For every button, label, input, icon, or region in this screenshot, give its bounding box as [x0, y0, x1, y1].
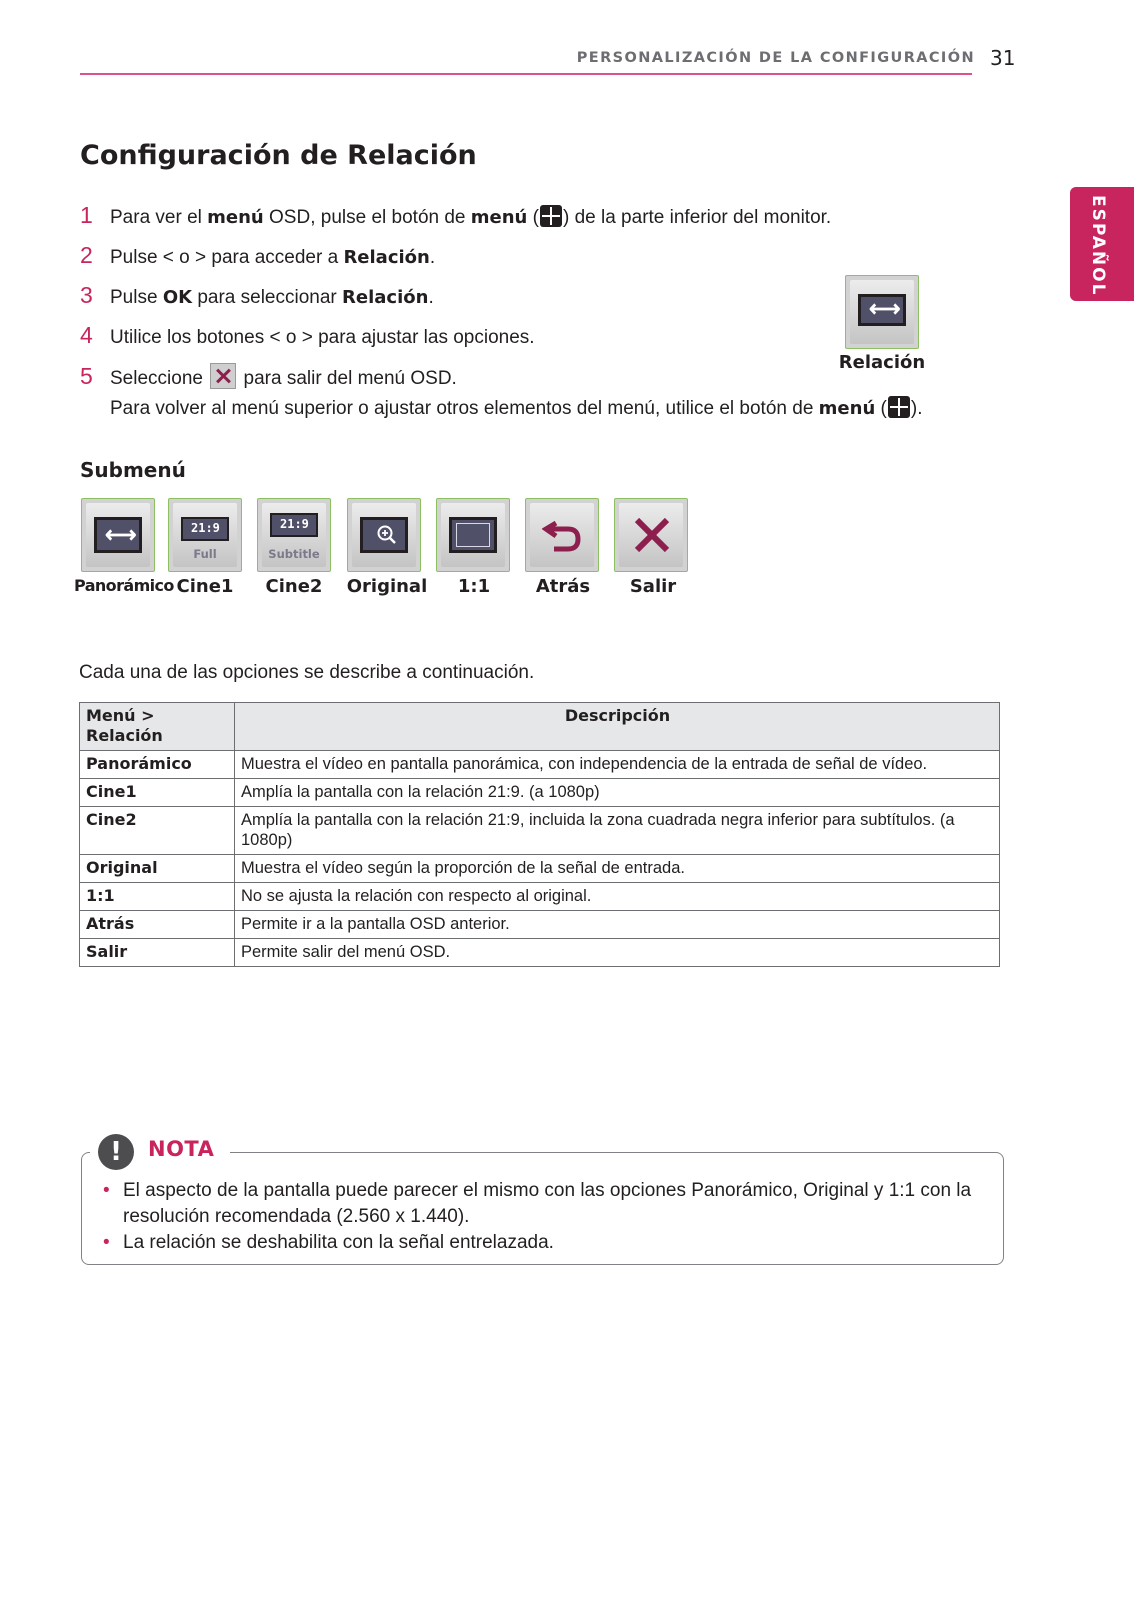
ratio-menu-icon[interactable]: [845, 275, 919, 349]
step-text-part: OSD, pulse el botón de: [263, 207, 471, 228]
follow-up-part: ).: [910, 398, 923, 419]
step-text: Utilice los botones < o > para ajustar las opciones.: [110, 327, 535, 348]
bold-term: menú: [207, 207, 264, 228]
wide-arrow-icon: ⟷: [105, 522, 137, 547]
row-option: Cine2: [80, 807, 235, 855]
table-header-row: [80, 703, 1000, 751]
follow-up-part: Para volver al menú superior o ajustar otros elementos del menú, utilice el botón de: [110, 398, 819, 419]
close-icon: [633, 516, 671, 554]
table-row: [80, 807, 1000, 855]
note-item-text: El aspecto de la pantalla puede parecer el mismo con las opciones Panorámico, Original y 1:1 con la resolución recomendada (2.560 x 1.440).: [123, 1180, 972, 1227]
language-tab-label: ESPAÑOL: [1088, 195, 1108, 297]
page-number: 31: [990, 46, 1016, 70]
table-header-description: Descripción: [235, 703, 1000, 751]
row-option: Salir: [80, 939, 235, 967]
step-text: [110, 205, 831, 231]
note-item: [103, 1230, 983, 1256]
menu-grid-icon: [888, 396, 910, 418]
screen-inner-frame: [456, 523, 490, 547]
row-description: Muestra el vídeo según la proporción de la señal de entrada.: [235, 855, 1000, 883]
step-text-part: Pulse: [110, 287, 163, 308]
step-3: [80, 282, 434, 308]
header-rule: [80, 73, 972, 75]
close-icon: [210, 363, 236, 389]
submenu-label-cine2: Cine2: [265, 576, 323, 597]
step-number: 1: [80, 202, 93, 228]
row-description: Permite ir a la pantalla OSD anterior.: [235, 911, 1000, 939]
cinema-full-caption: Full: [193, 547, 217, 561]
row-option: 1:1: [80, 883, 235, 911]
step-4: [80, 322, 535, 348]
follow-up-part: (: [875, 398, 887, 419]
table-row: [80, 939, 1000, 967]
step-text-part: Para ver el: [110, 207, 208, 228]
step-1: [80, 202, 831, 228]
submenu-1-1-button[interactable]: [436, 498, 510, 572]
step-text-part: .: [428, 287, 434, 308]
note-item-text: La relación se deshabilita con la señal entrelazada.: [123, 1232, 554, 1253]
language-tab: [1070, 187, 1134, 301]
note-item: [103, 1178, 983, 1230]
bold-term: menú: [470, 207, 528, 228]
options-table: [79, 702, 1000, 967]
row-description: Amplía la pantalla con la relación 21:9. (a 1080p): [235, 779, 1000, 807]
back-arrow-icon: [542, 515, 584, 555]
table-row: [80, 855, 1000, 883]
row-description: Permite salir del menú OSD.: [235, 939, 1000, 967]
row-description: Muestra el vídeo en pantalla panorámica, con independencia de la entrada de señal de vídeo.: [235, 751, 1000, 779]
submenu-label-salir: Salir: [629, 576, 677, 597]
table-row: [80, 751, 1000, 779]
step-number: 2: [80, 242, 93, 268]
row-description: No se ajusta la relación con respecto al original.: [235, 883, 1000, 911]
step-2: [80, 242, 435, 268]
page-title: Configuración de Relación: [80, 140, 477, 171]
row-option: Original: [80, 855, 235, 883]
submenu-label-1-1: 1:1: [457, 576, 491, 597]
step-text: [110, 245, 435, 271]
row-option: Panorámico: [80, 751, 235, 779]
menu-grid-icon: [540, 205, 562, 227]
bold-term: Relación: [343, 247, 430, 268]
bold-term: OK: [162, 287, 193, 308]
step-number: 5: [80, 363, 93, 389]
submenu-cine1-button[interactable]: [168, 498, 242, 572]
cinema-subtitle-caption: Subtitle: [268, 547, 320, 561]
table-row: [80, 779, 1000, 807]
zoom-icon: [376, 524, 398, 546]
submenu-cine2-button[interactable]: [257, 498, 331, 572]
section-title: PERSONALIZACIÓN DE LA CONFIGURACIÓN: [576, 50, 975, 66]
submenu-atras-button[interactable]: [525, 498, 599, 572]
submenu-label-panoramico: Panorámico: [74, 576, 174, 595]
step-text: [110, 285, 434, 311]
warning-icon: !: [98, 1134, 134, 1170]
note-list: [103, 1178, 983, 1256]
bullet-icon: •: [103, 1180, 110, 1201]
submenu-panoramico-button[interactable]: [81, 498, 155, 572]
row-option: Atrás: [80, 911, 235, 939]
step-5: [80, 363, 457, 389]
step-text: [110, 363, 457, 392]
bold-term: Relación: [342, 287, 429, 308]
step-text-part: Seleccione: [110, 368, 209, 389]
bold-term: menú: [818, 398, 876, 419]
row-description: Amplía la pantalla con la relación 21:9, incluida la zona cuadrada negra inferior para subtítulos. (a 1080p): [235, 807, 1000, 855]
ratio-text: 21:9: [280, 517, 309, 531]
row-option: Cine1: [80, 779, 235, 807]
step-text-part: para seleccionar: [192, 287, 343, 308]
submenu-original-button[interactable]: [347, 498, 421, 572]
submenu-heading: Submenú: [80, 458, 186, 482]
step-text-part: ) de la parte inferior del monitor.: [562, 207, 832, 228]
table-row: [80, 911, 1000, 939]
step-text-part: (: [527, 207, 539, 228]
submenu-label-original: Original: [346, 576, 428, 597]
bullet-icon: •: [103, 1232, 110, 1253]
options-intro: Cada una de las opciones se describe a continuación.: [79, 662, 535, 683]
step-text-part: para salir del menú OSD.: [238, 368, 457, 389]
step-text-part: Pulse < o > para acceder a: [110, 247, 344, 268]
submenu-label-atras: Atrás: [535, 576, 591, 597]
step-number: 3: [80, 282, 93, 308]
step-number: 4: [80, 322, 93, 348]
ratio-menu-label: Relación: [838, 352, 926, 373]
ratio-text: 21:9: [191, 521, 220, 535]
table-row: [80, 883, 1000, 911]
submenu-label-cine1: Cine1: [176, 576, 234, 597]
follow-up-text: [110, 396, 922, 420]
submenu-salir-button[interactable]: [614, 498, 688, 572]
note-title: NOTA: [148, 1137, 215, 1161]
step-text-part: .: [429, 247, 436, 268]
wide-arrow-icon: ⟷: [869, 296, 901, 321]
table-header-menu: Menú > Relación: [80, 703, 235, 751]
